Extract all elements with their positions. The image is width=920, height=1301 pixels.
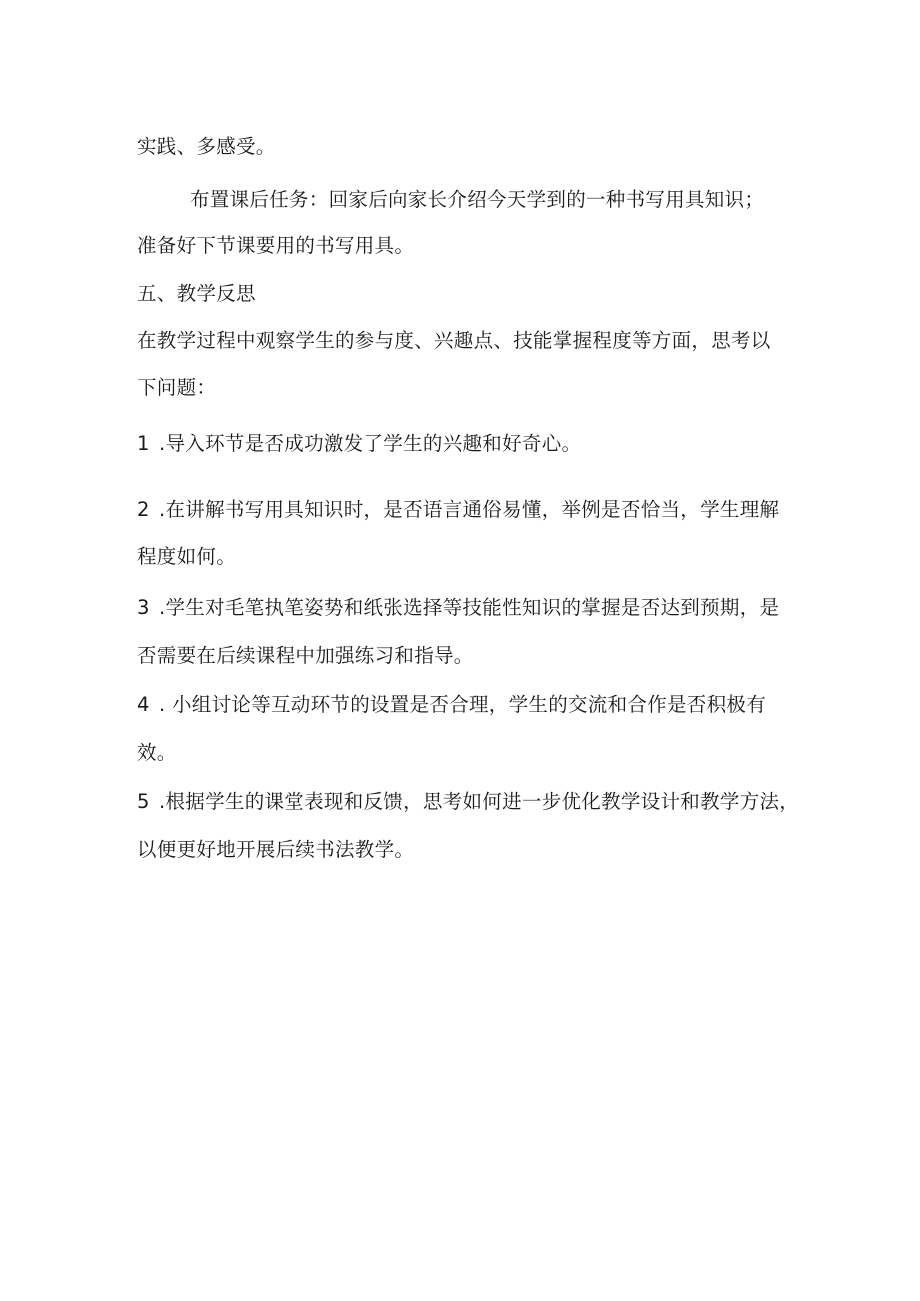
list-item-text: .根据学生的课堂表现和反馈，思考如何进一步优化教学设计和教学方法，	[159, 790, 800, 813]
section-heading: 五、教学反思	[137, 282, 256, 305]
paragraph-line: 准备好下节课要用的书写用具。	[137, 234, 415, 257]
paragraph-line: 下问题：	[137, 376, 217, 399]
list-item-continuation: 程度如何。	[137, 545, 237, 568]
paragraph-line: 在教学过程中观察学生的参与度、兴趣点、技能掌握程度等方面，思考以	[137, 329, 771, 352]
list-item-number: 1	[137, 432, 150, 455]
list-item-number: 5	[137, 790, 150, 813]
list-item-number: 4	[137, 693, 150, 716]
list-item	[137, 693, 766, 717]
list-item-text: . 小组讨论等互动环节的设置是否合理，学生的交流和合作是否积极有	[159, 693, 766, 716]
list-item	[137, 596, 779, 620]
list-item-number: 3	[137, 596, 150, 619]
list-item-continuation: 效。	[137, 741, 177, 764]
paragraph-line: 实践、多感受。	[137, 135, 276, 158]
list-item-continuation: 以便更好地开展后续书法教学。	[137, 838, 415, 861]
list-item-number: 2	[137, 498, 150, 521]
list-item	[137, 498, 779, 522]
list-item	[137, 432, 581, 456]
list-item-text: .导入环节是否成功激发了学生的兴趣和好奇心。	[159, 432, 582, 455]
list-item	[137, 790, 799, 814]
list-item-text: .学生对毛笔执笔姿势和纸张选择等技能性知识的掌握是否达到预期，是	[159, 596, 780, 619]
list-item-text: .在讲解书写用具知识时，是否语言通俗易懂，举例是否恰当，学生理解	[159, 498, 780, 521]
list-item-continuation: 否需要在后续课程中加强练习和指导。	[137, 644, 474, 667]
paragraph-line: 布置课后任务：回家后向家长介绍今天学到的一种书写用具知识；	[190, 188, 765, 211]
